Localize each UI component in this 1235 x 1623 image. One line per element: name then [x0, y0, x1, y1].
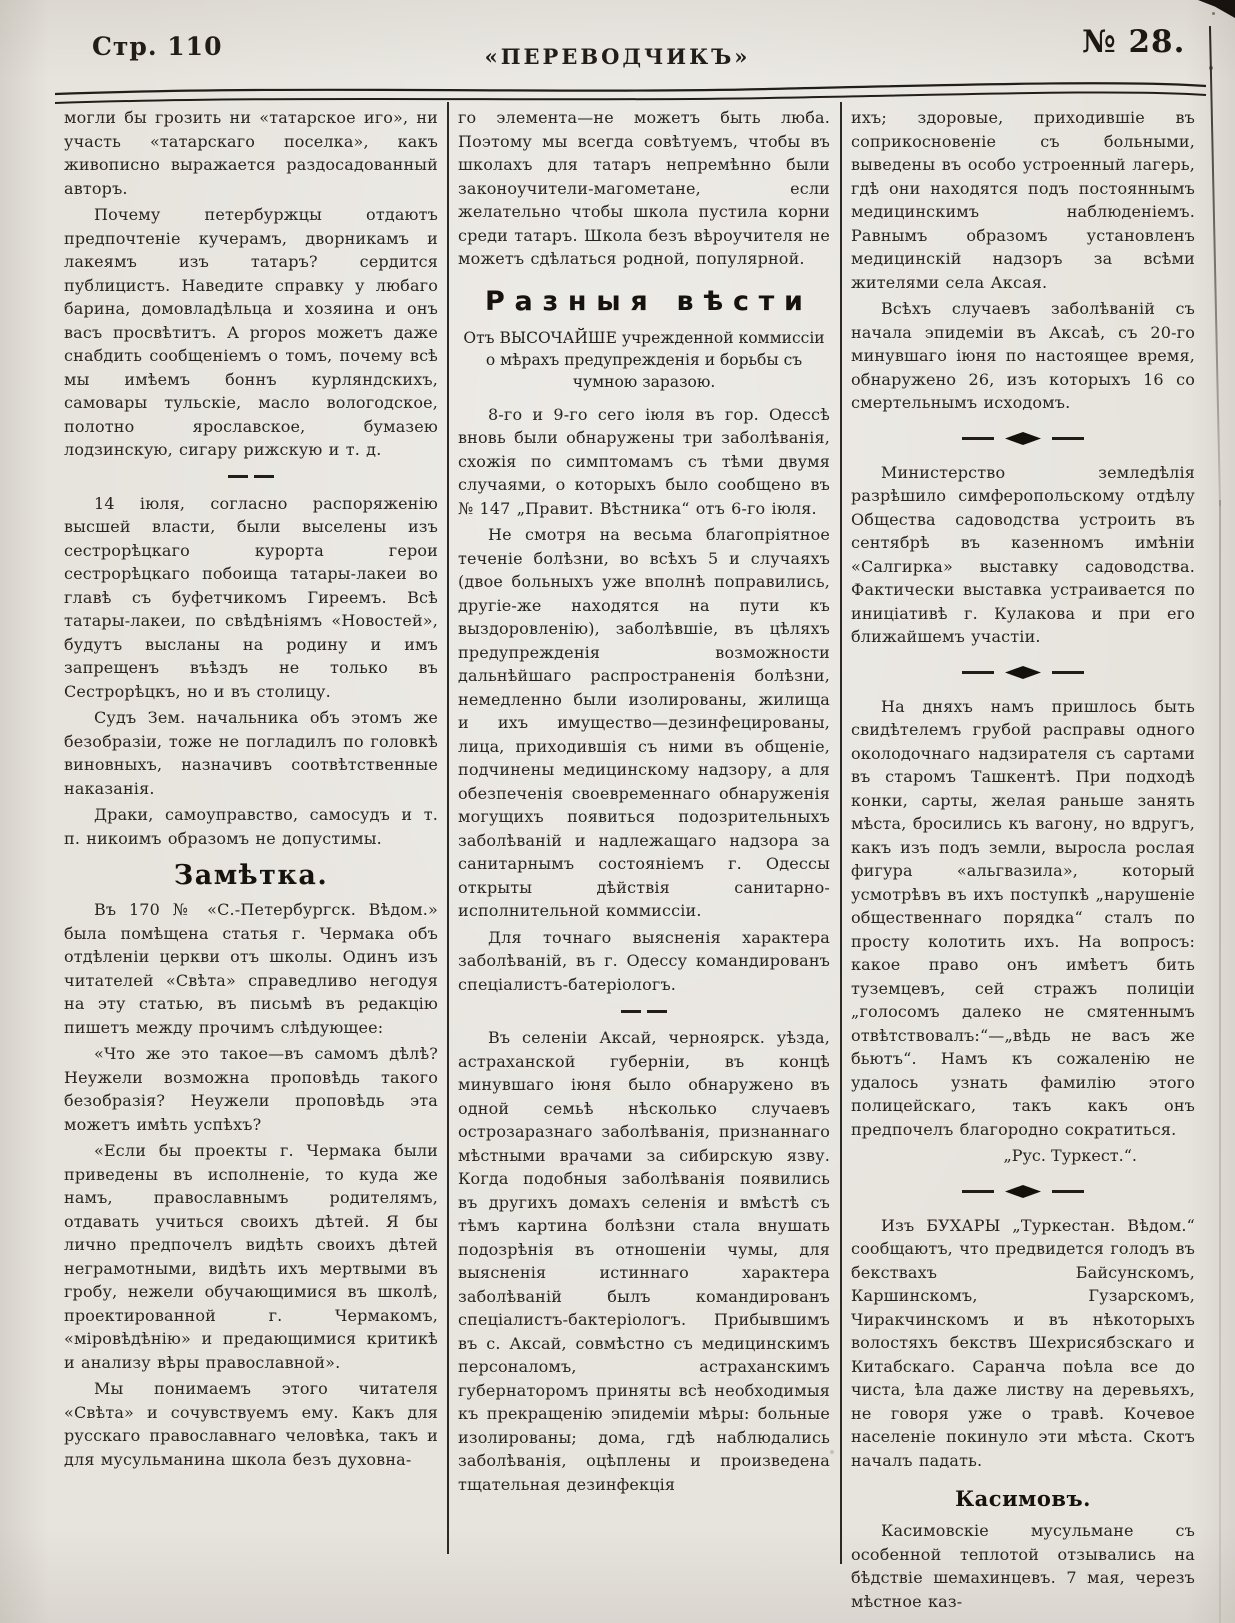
dash-bar-icon [228, 475, 248, 478]
article-heading: Замѣтка. [173, 860, 329, 891]
article-paragraph: Мы понимаемъ этого читателя «Свѣта» и сочувствуемъ ему. Какъ для русскаго православнаго человѣка, такъ и для мусульманина школа безъ духовна- [64, 1379, 438, 1469]
article-paragraph: На дняхъ намъ пришлось быть свидѣтелемъ грубой расправы одного околодочнаго надзирателя съ сартами въ старомъ Ташкентѣ. При подходѣ конки, сарты, желая раньше занять мѣста, бросились къ вагону, но вдругъ, какъ изъ подъ земли, выросла рослая фигура «альгвазила», который усмотрѣвъ въ ихъ поступкѣ „нарушеніе общественнаго порядка“ сталъ по просту колотить ихъ. На вопросъ: какое право онъ имѣетъ бить туземцевъ, сей стражъ полиціи „голосомъ далеко не смятеннымъ отвѣтствовалъ:“—„вѣдь не васъ же бьютъ“. Намъ къ сожаленію не удалось узнать фамилію этого полицейскаго, такъ какъ онъ предпочелъ благородно сократиться. [851, 696, 1195, 1139]
masthead-title: «ПЕРЕВОДЧИКЪ» [484, 44, 751, 69]
text-column-2 [458, 106, 830, 1499]
scan-speck [1209, 66, 1213, 70]
article-paragraph: Драки, самоуправство, самосудъ и т. п. никоимъ образомъ не допустимы. [64, 805, 438, 848]
issue-number-label: № 28. [1082, 24, 1186, 60]
article-paragraph: «Что же это такое—въ самомъ дѣлѣ? Неужели возможна проповѣдь такого безобразія? Неужели проповѣдь эта можетъ имѣть успѣхъ? [64, 1044, 438, 1134]
column-separator-rule [447, 102, 449, 1554]
scan-speck [1212, 12, 1215, 15]
article-paragraph: Изъ БУХАРЫ „Туркестан. Вѣдом.“ сообщаютъ, что предвидется голодъ въ бекствахъ Байсунскомъ, Каршинскомъ, Гузарскомъ, Чиракчинскомъ и въ нѣкоторыхъ волостяхъ бекствъ Шехрисябзскаго и Китабскаго. Саранча поѣла все до чиста, ѣла даже листву на деревьяхъ, не говоря уже о травѣ. Кочевое населеніе покинуло эти мѣста. Скотъ началъ падать. [851, 1215, 1195, 1470]
diamond-icon [1005, 666, 1041, 679]
diamond-divider-icon [851, 431, 1195, 447]
dash-divider-icon [64, 474, 438, 480]
article-paragraph: ихъ; здоровые, приходившіе въ соприкосновеніе съ больными, выведены въ особо устроенный лагерь, гдѣ они находятся подъ постояннымъ медицинскимъ наблюденіемъ. Равнымъ образомъ установленъ медицинскій надзоръ за всѣми жителями села Аксая. [851, 108, 1195, 292]
diamond-divider-icon [851, 665, 1195, 681]
dash-line-icon [962, 671, 994, 674]
article-paragraph: 14 іюля, согласно распоряженію высшей власти, были выселены изъ сестрорѣцкаго курорта герои сестрорѣцкаго побоища татары-лакеи во главѣ съ буфетчикомъ Гиреемъ. Всѣ татары-лакеи, по свѣдѣніямъ «Новостей», будутъ высланы на родину и имъ запрещенъ въѣздъ не только въ Сестрорѣцкъ, но и въ столицу. [64, 493, 438, 701]
article-paragraph: могли бы грозить ни «татарское иго», ни участь «татарскаго поселка», какъ живописно выражается раздосадованный авторъ. [64, 108, 438, 198]
section-subheading: Отъ ВЫСОЧАЙШЕ учрежденной коммиссіи о мѣрахъ предупрежденія и борьбы съ чумною заразою. [463, 328, 825, 391]
dash-divider-icon [458, 1008, 830, 1014]
column-separator-rule [840, 102, 842, 1564]
article-paragraph: 8-го и 9-го сего іюля въ гор. Одессѣ вновь были обнаружены три заболѣванія, схожія по симптомамъ съ тѣми двумя случаями, о которыхъ было сообщено въ № 147 „Правит. Вѣстника“ отъ 6-го іюля. [458, 404, 830, 518]
text-column-1 [64, 106, 438, 1474]
dash-line-icon [962, 437, 994, 440]
dash-line-icon [1052, 671, 1084, 674]
scan-speck [830, 1450, 834, 1454]
dash-bar-icon [254, 475, 274, 478]
page-number-label: Стр. 110 [92, 32, 223, 61]
article-paragraph: Министерство земледѣлія разрѣшило симферопольскому отдѣлу Общества садоводства устроить въ сентябрѣ въ казенномъ имѣніи «Салгирка» выставку садоводства. Фактически выставка устраивается по иниціативѣ г. Кулакова и при его ближайшемъ участіи. [851, 462, 1195, 646]
article-paragraph: «Если бы проекты г. Чермака были приведены въ исполненіе, то куда же намъ, православнымъ родителямъ, отдавать учиться своихъ дѣтей. Я бы лично предпочелъ видѣть своихъ дѣтей неграмотными, видѣть ихъ мертвыми въ гробу, нежели обучающимися въ школѣ, проектированной г. Чермакомъ, «міровѣдѣнію» и предающимися критикѣ и анализу вѣры православной». [64, 1141, 438, 1372]
page-edge-line [1219, 500, 1221, 1623]
article-paragraph: Касимовскіе мусульмане съ особенной теплотой отзывались на бѣдствіе шемахинцевъ. 7 мая, черезъ мѣстное каз- [851, 1521, 1195, 1611]
dash-line-icon [1052, 437, 1084, 440]
diamond-divider-icon [851, 1184, 1195, 1200]
article-heading: Касимовъ. [955, 1486, 1091, 1511]
article-paragraph: Не смотря на весьма благопріятное теченіе болѣзни, во всѣхъ 5 и случаяхъ (двое больныхъ уже вполнѣ поправились, другіе-же находятся на пути къ выздоровленію), заболѣвшіе, въ цѣляхъ предупрежденія возможности дальнѣйшаго распространенія болѣзни, немедленно были изолированы, жилища и ихъ имущество—дезинфецированы, лица, приходившія съ ними въ общеніе, подчинены медицинскому надзору, а для обезпеченія своевременнаго обнаруженія могущихъ появиться подозрительныхъ заболѣваній и надлежащаго надзора за санитарнымъ состояніемъ г. Одессы открыты дѣйствія санитарно-исполнительной коммиссіи. [458, 525, 830, 920]
dash-bar-icon [647, 1010, 667, 1013]
diamond-icon [1005, 432, 1041, 445]
dash-bar-icon [621, 1010, 641, 1013]
article-paragraph: Для точнаго выясненія характера заболѣваній, въ г. Одессу командированъ спеціалистъ-батеріологъ. [458, 927, 830, 994]
section-heading: Разныя вѣсти [485, 285, 813, 317]
article-paragraph: Въ селеніи Аксай, черноярск. уѣзда, астраханской губерніи, въ концѣ минувшаго іюня было обнаружено въ одной семьѣ нѣсколько случаевъ острозаразнаго заболѣванія, признаннаго мѣстными врачами за сибирскую язву. Когда подобныя заболѣванія появились въ другихъ домахъ селенія и вмѣстѣ съ тѣмъ картина болѣзни стала внушать подозрѣнія въ отношеніи чумы, для выясненія истиннаго характера заболѣваній былъ командированъ спеціалистъ-бактеріологъ. Прибывшимъ въ с. Аксай, совмѣстно съ медицинскимъ персоналомъ, астраханскимъ губернаторомъ приняты всѣ необходимыя къ прекращенію эпидеміи мѣры: больные изолированы; дома, гдѣ наблюдались заболѣванія, оцѣплены и произведена тщательная дезинфекція [458, 1028, 830, 1494]
dash-line-icon [1052, 1190, 1084, 1193]
article-paragraph: го элемента—не можетъ быть люба. Поэтому мы всегда совѣтуемъ, чтобы въ школахъ для татаръ непремѣнно были законоучители-магометане, если желательно чтобы школа пустила корни среди татаръ. Школа безъ вѣроучителя не можетъ сдѣлаться родной, популярной. [458, 108, 830, 268]
article-paragraph: Въ 170 № «С.-Петербургск. Вѣдом.» была помѣщена статья г. Чермака объ отдѣленіи церкви отъ школы. Одинъ изъ читателей «Свѣта» справедливо негодуя на эту статью, въ письмѣ въ редакцію пишетъ между прочимъ слѣдующее: [64, 900, 438, 1037]
article-paragraph: Судъ Зем. начальника объ этомъ же безобразіи, тоже не погладилъ по головкѣ виновныхъ, назначивъ соотвѣтственные наказанія. [64, 708, 438, 798]
text-column-3 [851, 106, 1195, 1616]
article-paragraph: Почему петербуржцы отдаютъ предпочтеніе кучерамъ, дворникамъ и лакеямъ изъ татаръ? сердится публицистъ. Наведите справку у любаго барина, домовладѣльца и хозяина и онъ васъ просвѣтитъ. A propos можетъ даже снабдить сообщеніемъ о томъ, почему всѣ мы имѣемъ боннъ курляндскихъ, самовары тульскіе, масло вологодское, полотно ярославское, бумазею лодзинскую, сигару рижскую и т. д. [64, 205, 438, 459]
dash-line-icon [962, 1190, 994, 1193]
diamond-icon [1005, 1185, 1041, 1198]
source-attribution: „Рус. Туркест.“. [1003, 1146, 1137, 1165]
article-paragraph: Всѣхъ случаевъ заболѣваній съ начала эпидеміи въ Аксаѣ, съ 20-го минувшаго іюня по настоящее время, обнаружено 26, изъ которыхъ 16 со смертельнымъ исходомъ. [851, 299, 1195, 412]
